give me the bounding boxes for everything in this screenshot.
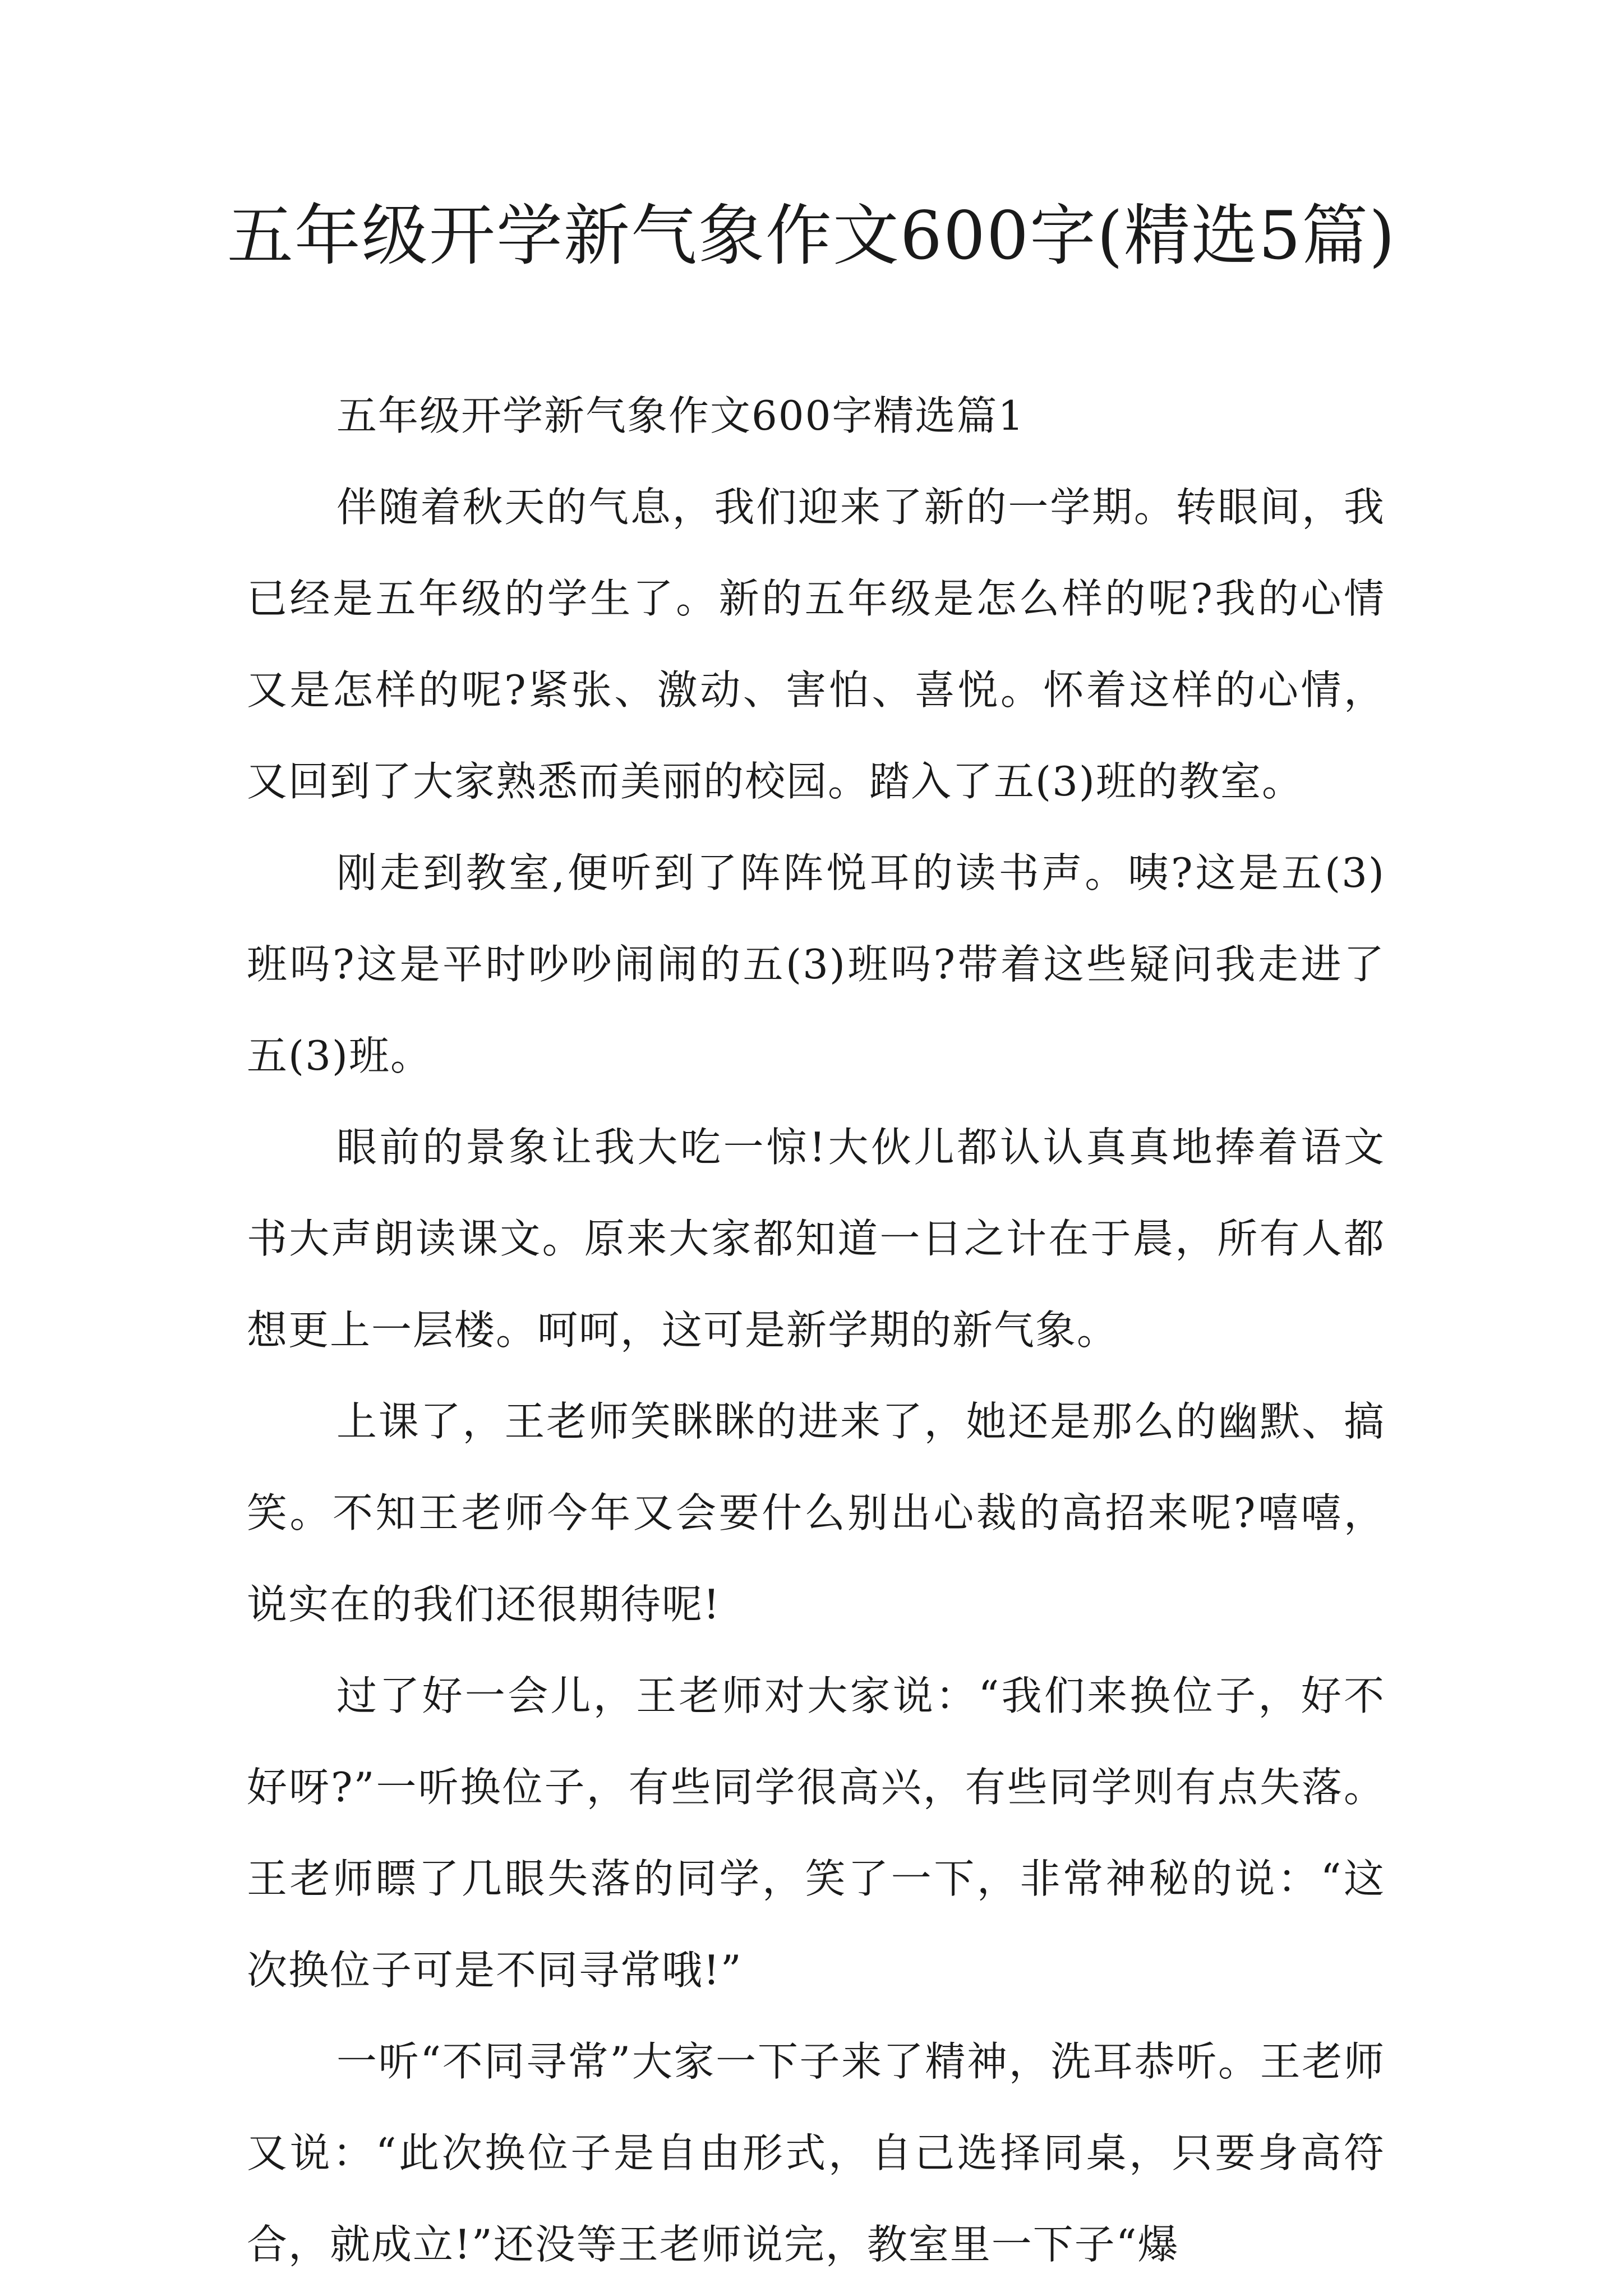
document-title: 五年级开学新气象作文600字(精选5篇) [227, 197, 1396, 274]
paragraph: 刚走到教室,便听到了阵阵悦耳的读书声。咦?这是五(3)班吗?这是平时吵吵闹闹的五(3)班吗?带着这些疑问我走进了五(3)班。 [247, 849, 1385, 1079]
document-body [247, 370, 1385, 2290]
paragraph: 一听“不同寻常”大家一下子来了精神，洗耳恭听。王老师又说：“此次换位子是自由形式，自己选择同桌，只要身高符合，就成立!”还没等王老师说完，教室里一下子“爆 [247, 2038, 1385, 2268]
paragraph: 眼前的景象让我大吃一惊!大伙儿都认认真真地捧着语文书大声朗读课文。原来大家都知道一日之计在于晨，所有人都想更上一层楼。呵呵，这可是新学期的新气象。 [247, 1124, 1385, 1354]
paragraph: 过了好一会儿，王老师对大家说：“我们来换位子，好不好呀?”一听换位子，有些同学很高兴，有些同学则有点失落。王老师瞟了几眼失落的同学，笑了一下，非常神秘的说：“这次换位子可是不同寻常哦!” [247, 1672, 1385, 1994]
paragraph: 伴随着秋天的气息，我们迎来了新的一学期。转眼间，我已经是五年级的学生了。新的五年级是怎么样的呢?我的心情又是怎样的呢?紧张、激动、害怕、喜悦。怀着这样的心情，又回到了大家熟悉而美丽的校园。踏入了五(3)班的教室。 [247, 484, 1385, 805]
paragraph: 上课了，王老师笑眯眯的进来了，她还是那么的幽默、搞笑。不知王老师今年又会要什么别出心裁的高招来呢?嘻嘻，说实在的我们还很期待呢! [247, 1398, 1385, 1628]
section-heading: 五年级开学新气象作文600字精选篇1 [336, 392, 1025, 439]
